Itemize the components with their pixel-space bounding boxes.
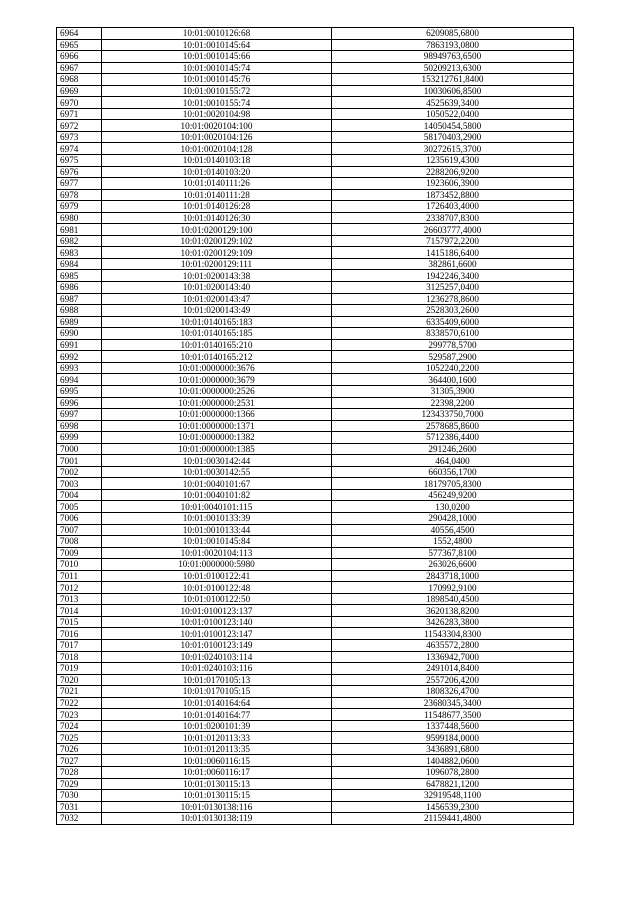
row-number-cell: 7023 — [57, 709, 102, 721]
value-cell: 21159441,4800 — [332, 813, 574, 825]
table-row — [57, 51, 574, 63]
row-number-cell: 7009 — [57, 547, 102, 559]
row-number-cell: 6980 — [57, 212, 102, 224]
table-row — [57, 501, 574, 513]
row-number-cell: 6972 — [57, 120, 102, 132]
table-row — [57, 282, 574, 294]
table-row — [57, 385, 574, 397]
value-cell: 1552,4800 — [332, 536, 574, 548]
value-cell: 31305,3900 — [332, 385, 574, 397]
table-row — [57, 547, 574, 559]
row-number-cell: 7011 — [57, 570, 102, 582]
value-cell: 1236278,8600 — [332, 293, 574, 305]
row-number-cell: 6974 — [57, 143, 102, 155]
row-number-cell: 7002 — [57, 466, 102, 478]
table-row — [57, 166, 574, 178]
row-number-cell: 6991 — [57, 339, 102, 351]
row-number-cell: 7010 — [57, 559, 102, 571]
row-number-cell: 7024 — [57, 720, 102, 732]
cadastral-number-cell: 10:01:0140111:28 — [102, 189, 332, 201]
table-row — [57, 362, 574, 374]
table-row — [57, 409, 574, 421]
table-row — [57, 212, 574, 224]
cadastral-number-cell: 10:01:0130138:116 — [102, 801, 332, 813]
cadastral-number-cell: 10:01:0240103:116 — [102, 663, 332, 675]
table-row — [57, 97, 574, 109]
cadastral-number-cell: 10:01:0200129:109 — [102, 247, 332, 259]
table-row — [57, 674, 574, 686]
row-number-cell: 6967 — [57, 62, 102, 74]
table-row — [57, 536, 574, 548]
row-number-cell: 7014 — [57, 605, 102, 617]
row-number-cell: 7022 — [57, 697, 102, 709]
value-cell: 364400,1600 — [332, 374, 574, 386]
value-cell: 14050454,5800 — [332, 120, 574, 132]
table-row — [57, 582, 574, 594]
cadastral-number-cell: 10:01:0200143:40 — [102, 282, 332, 294]
cadastral-number-cell: 10:01:0000000:2526 — [102, 385, 332, 397]
table-row — [57, 420, 574, 432]
value-cell: 1052240,2200 — [332, 362, 574, 374]
cadastral-number-cell: 10:01:0200129:102 — [102, 235, 332, 247]
value-cell: 1415186,6400 — [332, 247, 574, 259]
row-number-cell: 6976 — [57, 166, 102, 178]
cadastral-number-cell: 10:01:0010145:84 — [102, 536, 332, 548]
value-cell: 3125257,0400 — [332, 282, 574, 294]
value-cell: 130,0200 — [332, 501, 574, 513]
table-row — [57, 316, 574, 328]
row-number-cell: 7007 — [57, 524, 102, 536]
row-number-cell: 6997 — [57, 409, 102, 421]
cadastral-number-cell: 10:01:0040101:115 — [102, 501, 332, 513]
value-cell: 660356,1700 — [332, 466, 574, 478]
cadastral-number-cell: 10:01:0140126:30 — [102, 212, 332, 224]
value-cell: 263026,6600 — [332, 559, 574, 571]
table-row — [57, 224, 574, 236]
table-row — [57, 663, 574, 675]
row-number-cell: 6998 — [57, 420, 102, 432]
table-row — [57, 628, 574, 640]
table-row — [57, 524, 574, 536]
cadastral-number-cell: 10:01:0020104:100 — [102, 120, 332, 132]
table-row — [57, 351, 574, 363]
value-cell: 1096078,2800 — [332, 767, 574, 779]
value-cell: 11543304,8300 — [332, 628, 574, 640]
cadastral-number-cell: 10:01:0140103:20 — [102, 166, 332, 178]
table-row — [57, 339, 574, 351]
table-row — [57, 697, 574, 709]
cadastral-number-cell: 10:01:0100123:149 — [102, 639, 332, 651]
table-row — [57, 813, 574, 825]
cadastral-number-cell: 10:01:0200129:111 — [102, 258, 332, 270]
row-number-cell: 6970 — [57, 97, 102, 109]
cadastral-number-cell: 10:01:0100122:50 — [102, 593, 332, 605]
row-number-cell: 6988 — [57, 305, 102, 317]
row-number-cell: 7020 — [57, 674, 102, 686]
table-row — [57, 178, 574, 190]
cadastral-number-cell: 10:01:0010155:72 — [102, 85, 332, 97]
value-cell: 153212761,8400 — [332, 74, 574, 86]
cadastral-number-cell: 10:01:0040101:67 — [102, 478, 332, 490]
cadastral-number-cell: 10:01:0000000:3679 — [102, 374, 332, 386]
value-cell: 2491014,8400 — [332, 663, 574, 675]
value-cell: 170992,9100 — [332, 582, 574, 594]
cadastral-number-cell: 10:01:0000000:5980 — [102, 559, 332, 571]
row-number-cell: 6982 — [57, 235, 102, 247]
table-row — [57, 432, 574, 444]
table-row — [57, 570, 574, 582]
table-row — [57, 120, 574, 132]
value-cell: 11548677,3500 — [332, 709, 574, 721]
cadastral-number-cell: 10:01:0000000:1371 — [102, 420, 332, 432]
table-row — [57, 374, 574, 386]
table-row — [57, 466, 574, 478]
value-cell: 98949763,6500 — [332, 51, 574, 63]
table-row — [57, 201, 574, 213]
table-row — [57, 639, 574, 651]
cadastral-value-table — [56, 27, 574, 825]
table-row — [57, 143, 574, 155]
cadastral-number-cell: 10:01:0130115:13 — [102, 778, 332, 790]
cadastral-number-cell: 10:01:0100123:147 — [102, 628, 332, 640]
cadastral-number-cell: 10:01:0240103:114 — [102, 651, 332, 663]
row-number-cell: 7030 — [57, 790, 102, 802]
row-number-cell: 6979 — [57, 201, 102, 213]
cadastral-number-cell: 10:01:0140126:28 — [102, 201, 332, 213]
row-number-cell: 6965 — [57, 39, 102, 51]
cadastral-number-cell: 10:01:0010133:39 — [102, 512, 332, 524]
table-row — [57, 605, 574, 617]
value-cell: 577367,8100 — [332, 547, 574, 559]
table-row — [57, 616, 574, 628]
table-row — [57, 651, 574, 663]
value-cell: 1336942,7000 — [332, 651, 574, 663]
row-number-cell: 6968 — [57, 74, 102, 86]
value-cell: 2288206,9200 — [332, 166, 574, 178]
value-cell: 3436891,6800 — [332, 743, 574, 755]
value-cell: 6335409,6000 — [332, 316, 574, 328]
row-number-cell: 7012 — [57, 582, 102, 594]
table-row — [57, 247, 574, 259]
row-number-cell: 7028 — [57, 767, 102, 779]
cadastral-number-cell: 10:01:0020104:113 — [102, 547, 332, 559]
table-row — [57, 155, 574, 167]
cadastral-number-cell: 10:01:0100123:140 — [102, 616, 332, 628]
value-cell: 3426283,3800 — [332, 616, 574, 628]
row-number-cell: 7005 — [57, 501, 102, 513]
row-number-cell: 7013 — [57, 593, 102, 605]
table-row — [57, 62, 574, 74]
table-row — [57, 74, 574, 86]
row-number-cell: 6984 — [57, 258, 102, 270]
row-number-cell: 6996 — [57, 397, 102, 409]
cadastral-number-cell: 10:01:0000000:2531 — [102, 397, 332, 409]
value-cell: 4525639,3400 — [332, 97, 574, 109]
value-cell: 291246,2600 — [332, 443, 574, 455]
row-number-cell: 6981 — [57, 224, 102, 236]
table-row — [57, 397, 574, 409]
row-number-cell: 6983 — [57, 247, 102, 259]
cadastral-number-cell: 10:01:0030142:55 — [102, 466, 332, 478]
row-number-cell: 7000 — [57, 443, 102, 455]
row-number-cell: 6995 — [57, 385, 102, 397]
value-cell: 3620138,8200 — [332, 605, 574, 617]
value-cell: 1898540,4500 — [332, 593, 574, 605]
value-cell: 8338570,6100 — [332, 328, 574, 340]
value-cell: 26603777,4000 — [332, 224, 574, 236]
row-number-cell: 7016 — [57, 628, 102, 640]
row-number-cell: 7008 — [57, 536, 102, 548]
table-row — [57, 270, 574, 282]
cadastral-number-cell: 10:01:0200143:47 — [102, 293, 332, 305]
table-row — [57, 732, 574, 744]
row-number-cell: 6992 — [57, 351, 102, 363]
row-number-cell: 7032 — [57, 813, 102, 825]
value-cell: 30272615,3700 — [332, 143, 574, 155]
table-row — [57, 593, 574, 605]
row-number-cell: 6993 — [57, 362, 102, 374]
value-cell: 32919548,1100 — [332, 790, 574, 802]
cadastral-number-cell: 10:01:0140165:212 — [102, 351, 332, 363]
value-cell: 6478821,1200 — [332, 778, 574, 790]
value-cell: 9599184,0000 — [332, 732, 574, 744]
table-row — [57, 189, 574, 201]
table-row — [57, 743, 574, 755]
value-cell: 456249,9200 — [332, 489, 574, 501]
table-row — [57, 455, 574, 467]
row-number-cell: 7003 — [57, 478, 102, 490]
table-row — [57, 801, 574, 813]
cadastral-number-cell: 10:01:0170105:15 — [102, 686, 332, 698]
row-number-cell: 6986 — [57, 282, 102, 294]
value-cell: 1404882,0600 — [332, 755, 574, 767]
row-number-cell: 6971 — [57, 108, 102, 120]
row-number-cell: 6969 — [57, 85, 102, 97]
value-cell: 6209085,6800 — [332, 28, 574, 40]
cadastral-number-cell: 10:01:0010145:76 — [102, 74, 332, 86]
row-number-cell: 7025 — [57, 732, 102, 744]
value-cell: 123433750,7000 — [332, 409, 574, 421]
table-row — [57, 85, 574, 97]
cadastral-number-cell: 10:01:0140111:26 — [102, 178, 332, 190]
cadastral-number-cell: 10:01:0060116:15 — [102, 755, 332, 767]
table-row — [57, 778, 574, 790]
table-row — [57, 709, 574, 721]
row-number-cell: 7017 — [57, 639, 102, 651]
cadastral-number-cell: 10:01:0200129:100 — [102, 224, 332, 236]
cadastral-number-cell: 10:01:0060116:17 — [102, 767, 332, 779]
row-number-cell: 6978 — [57, 189, 102, 201]
cadastral-number-cell: 10:01:0100122:41 — [102, 570, 332, 582]
value-cell: 2338707,8300 — [332, 212, 574, 224]
value-cell: 290428,1000 — [332, 512, 574, 524]
value-cell: 1456539,2300 — [332, 801, 574, 813]
cadastral-number-cell: 10:01:0000000:1385 — [102, 443, 332, 455]
value-cell: 464,0400 — [332, 455, 574, 467]
cadastral-number-cell: 10:01:0120113:33 — [102, 732, 332, 744]
cadastral-number-cell: 10:01:0010145:64 — [102, 39, 332, 51]
cadastral-number-cell: 10:01:0200101:39 — [102, 720, 332, 732]
cadastral-number-cell: 10:01:0140103:18 — [102, 155, 332, 167]
cadastral-number-cell: 10:01:0170105:13 — [102, 674, 332, 686]
cadastral-number-cell: 10:01:0010133:44 — [102, 524, 332, 536]
cadastral-number-cell: 10:01:0200143:49 — [102, 305, 332, 317]
table-row — [57, 28, 574, 40]
table-row — [57, 443, 574, 455]
cadastral-number-cell: 10:01:0020104:98 — [102, 108, 332, 120]
value-cell: 23680345,3400 — [332, 697, 574, 709]
cadastral-number-cell: 10:01:0000000:1366 — [102, 409, 332, 421]
table-row — [57, 767, 574, 779]
row-number-cell: 6973 — [57, 131, 102, 143]
value-cell: 50209213,6300 — [332, 62, 574, 74]
row-number-cell: 6990 — [57, 328, 102, 340]
value-cell: 1050522,0400 — [332, 108, 574, 120]
row-number-cell: 7026 — [57, 743, 102, 755]
cadastral-number-cell: 10:01:0140164:77 — [102, 709, 332, 721]
cadastral-number-cell: 10:01:0100123:137 — [102, 605, 332, 617]
value-cell: 2557206,4200 — [332, 674, 574, 686]
value-cell: 1873452,8800 — [332, 189, 574, 201]
cadastral-number-cell: 10:01:0010145:66 — [102, 51, 332, 63]
value-cell: 7157972,2200 — [332, 235, 574, 247]
cadastral-number-cell: 10:01:0130138:119 — [102, 813, 332, 825]
value-cell: 1337448,5600 — [332, 720, 574, 732]
row-number-cell: 7015 — [57, 616, 102, 628]
value-cell: 1235619,4300 — [332, 155, 574, 167]
row-number-cell: 7021 — [57, 686, 102, 698]
table-row — [57, 235, 574, 247]
cadastral-number-cell: 10:01:0120113:35 — [102, 743, 332, 755]
table-row — [57, 108, 574, 120]
value-cell: 7863193,0800 — [332, 39, 574, 51]
row-number-cell: 6966 — [57, 51, 102, 63]
table-row — [57, 559, 574, 571]
value-cell: 18179705,8300 — [332, 478, 574, 490]
value-cell: 2528303,2600 — [332, 305, 574, 317]
table-row — [57, 258, 574, 270]
value-cell: 2578685,8600 — [332, 420, 574, 432]
cadastral-number-cell: 10:01:0200143:38 — [102, 270, 332, 282]
value-cell: 22398,2200 — [332, 397, 574, 409]
row-number-cell: 7004 — [57, 489, 102, 501]
cadastral-number-cell: 10:01:0020104:128 — [102, 143, 332, 155]
value-cell: 2843718,1000 — [332, 570, 574, 582]
cadastral-number-cell: 10:01:0020104:126 — [102, 131, 332, 143]
table-row — [57, 293, 574, 305]
cadastral-number-cell: 10:01:0140165:185 — [102, 328, 332, 340]
table-row — [57, 328, 574, 340]
row-number-cell: 6977 — [57, 178, 102, 190]
row-number-cell: 7019 — [57, 663, 102, 675]
table-row — [57, 686, 574, 698]
row-number-cell: 6994 — [57, 374, 102, 386]
value-cell: 10030606,8500 — [332, 85, 574, 97]
table-row — [57, 489, 574, 501]
row-number-cell: 6985 — [57, 270, 102, 282]
value-cell: 529587,2900 — [332, 351, 574, 363]
cadastral-number-cell: 10:01:0000000:3676 — [102, 362, 332, 374]
row-number-cell: 7031 — [57, 801, 102, 813]
table-body — [57, 28, 574, 825]
cadastral-number-cell: 10:01:0010145:74 — [102, 62, 332, 74]
cadastral-number-cell: 10:01:0010155:74 — [102, 97, 332, 109]
value-cell: 4635572,2800 — [332, 639, 574, 651]
table-row — [57, 790, 574, 802]
row-number-cell: 6989 — [57, 316, 102, 328]
value-cell: 1726403,4000 — [332, 201, 574, 213]
row-number-cell: 7006 — [57, 512, 102, 524]
table-row — [57, 305, 574, 317]
row-number-cell: 6987 — [57, 293, 102, 305]
cadastral-number-cell: 10:01:0040101:82 — [102, 489, 332, 501]
cadastral-number-cell: 10:01:0130115:15 — [102, 790, 332, 802]
cadastral-number-cell: 10:01:0100122:48 — [102, 582, 332, 594]
value-cell: 40556,4500 — [332, 524, 574, 536]
value-cell: 1923606,3900 — [332, 178, 574, 190]
table-row — [57, 720, 574, 732]
row-number-cell: 6999 — [57, 432, 102, 444]
cadastral-number-cell: 10:01:0000000:1382 — [102, 432, 332, 444]
value-cell: 1808326,4700 — [332, 686, 574, 698]
row-number-cell: 7001 — [57, 455, 102, 467]
cadastral-number-cell: 10:01:0030142:44 — [102, 455, 332, 467]
value-cell: 299778,5700 — [332, 339, 574, 351]
value-cell: 382861,6600 — [332, 258, 574, 270]
value-cell: 1942246,3400 — [332, 270, 574, 282]
table-row — [57, 755, 574, 767]
row-number-cell: 7029 — [57, 778, 102, 790]
row-number-cell: 6964 — [57, 28, 102, 40]
table-row — [57, 131, 574, 143]
table-row — [57, 39, 574, 51]
row-number-cell: 6975 — [57, 155, 102, 167]
row-number-cell: 7018 — [57, 651, 102, 663]
row-number-cell: 7027 — [57, 755, 102, 767]
value-cell: 5712386,4400 — [332, 432, 574, 444]
table-row — [57, 512, 574, 524]
cadastral-number-cell: 10:01:0140165:183 — [102, 316, 332, 328]
table-row — [57, 478, 574, 490]
cadastral-number-cell: 10:01:0140164:64 — [102, 697, 332, 709]
value-cell: 58170403,2900 — [332, 131, 574, 143]
cadastral-number-cell: 10:01:0010126:68 — [102, 28, 332, 40]
cadastral-number-cell: 10:01:0140165:210 — [102, 339, 332, 351]
